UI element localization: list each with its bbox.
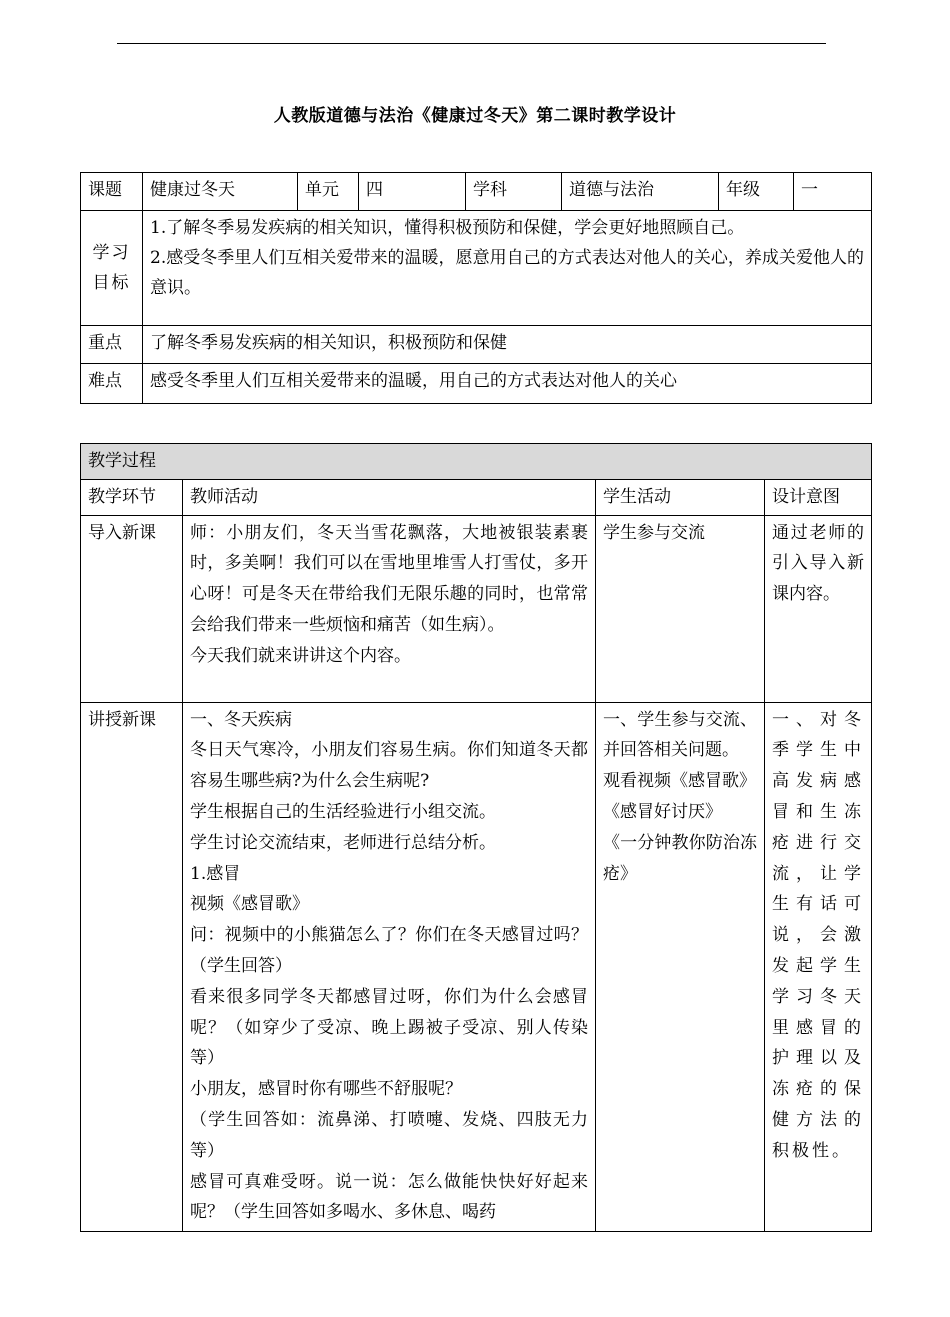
teacher-paragraph: 一、冬天疾病 [190,709,292,730]
teacher-paragraph: 视频《感冒歌》 [190,894,309,915]
info-row-difficulty [81,364,872,404]
teacher-paragraph: 感冒可真难受呀。说一说：怎么做能快快好好起来呢？（学生回答如多喝水、多休息、喝药 [190,1171,588,1223]
teacher-paragraph: 师：小朋友们，冬天当雪花飘落，大地被银装素裹时，多美啊！我们可以在雪地里堆雪人打雪仗，多开心呀！可是冬天在带给我们无限乐趣的同时，也常常会给我们带来一些烦恼和痛苦（如生病）。 [190,522,588,635]
header-student: 学生活动 [596,479,765,515]
student-paragraph: 《一分钟教你防治冻疮》 [603,832,757,884]
difficulty-value: 感受冬季里人们互相关爱带来的温暖，用自己的方式表达对他人的关心 [143,364,872,404]
unit-value: 四 [359,173,466,211]
info-row-basic [81,173,872,211]
goal-item: 1.了解冬季易发疾病的相关知识，懂得积极预防和保健，学会更好地照顾自己。 [150,218,745,238]
goals-label: 学习目标 [81,211,143,326]
process-header-row [81,479,872,515]
student-activity-cell [596,515,765,702]
teaching-process-table [80,443,872,1232]
teacher-paragraph: （学生回答如：流鼻涕、打喷嚏、发烧、四肢无力等） [190,1109,588,1161]
process-section-title: 教学过程 [81,444,872,480]
teacher-paragraph: 今天我们就来讲讲这个内容。 [190,645,411,666]
teacher-paragraph: 看来很多同学冬天都感冒过呀，你们为什么会感冒呢？（如穿少了受凉、晚上踢被子受凉、别人传染等） [190,986,588,1069]
grade-value: 一 [794,173,872,211]
subject-label: 课题 [81,173,143,211]
header-design: 设计意图 [765,479,872,515]
process-section-row [81,444,872,480]
teacher-paragraph: 问：视频中的小熊猫怎么了？你们在冬天感冒过吗？（学生回答） [190,925,588,976]
difficulty-label: 难点 [81,364,143,404]
key-point-label: 重点 [81,326,143,364]
header-rule [117,43,826,44]
stage-cell: 导入新课 [81,515,183,702]
teacher-paragraph: 小朋友，感冒时你有哪些不舒服呢？ [190,1079,462,1100]
student-paragraph: 《感冒好讨厌》 [603,801,722,822]
discipline-value: 道德与法治 [562,173,719,211]
lesson-info-table [80,172,872,404]
subject-value: 健康过冬天 [143,173,298,211]
stage-cell: 讲授新课 [81,702,183,1231]
teacher-paragraph: 学生讨论交流结束，老师进行总结分析。 [190,832,496,853]
goals-content [143,211,872,326]
student-paragraph: 学生参与交流 [603,522,705,543]
unit-label: 单元 [298,173,359,211]
teacher-paragraph: 1.感冒 [190,863,241,884]
student-paragraph: 观看视频《感冒歌》 [603,771,756,792]
process-row-new-lesson [81,702,872,1231]
document-title: 人教版道德与法治《健康过冬天》第二课时教学设计 [273,106,677,126]
goal-item: 2.感受冬季里人们互相关爱带来的温暖，愿意用自己的方式表达对他人的关心，养成关爱他人的意识。 [150,248,864,298]
header-teacher: 教师活动 [183,479,596,515]
grade-label: 年级 [719,173,794,211]
student-paragraph: 一、学生参与交流、并回答相关问题。 [603,709,757,761]
design-intent-cell: 一、对冬季学生中高发病感冒和生冻疮进行交流，让学生有话可说，会激发起学生学习冬天里感冒的护理以及冻疮的保健方法的积极性。 [765,702,872,1231]
design-intent-cell: 通过老师的引入导入新课内容。 [765,515,872,702]
info-row-key-point [81,326,872,364]
header-stage: 教学环节 [81,479,183,515]
teacher-activity-cell [183,515,596,702]
key-point-value: 了解冬季易发疾病的相关知识，积极预防和保健 [143,326,872,364]
teacher-activity-cell [183,702,596,1231]
discipline-label: 学科 [466,173,562,211]
teacher-paragraph: 学生根据自己的生活经验进行小组交流。 [190,801,496,822]
process-row-intro [81,515,872,702]
info-row-goals [81,211,872,326]
teacher-paragraph: 冬日天气寒冷，小朋友们容易生病。你们知道冬天都容易生哪些病?为什么会生病呢? [190,740,588,792]
student-activity-cell [596,702,765,1231]
